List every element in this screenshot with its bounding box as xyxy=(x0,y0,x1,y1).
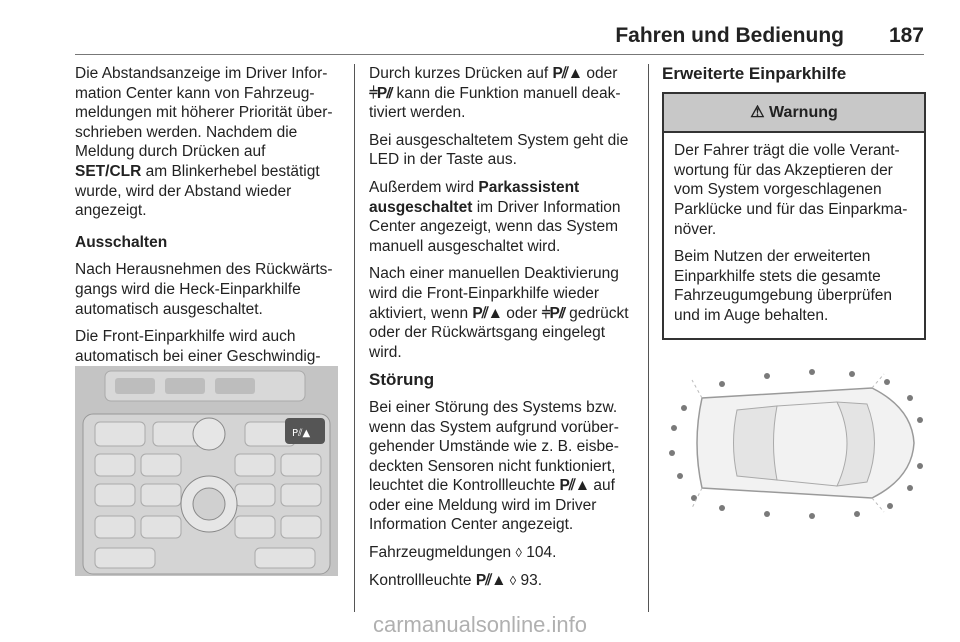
heading-advanced-park-assist: Erweiterte Einparkhilfe xyxy=(662,64,847,83)
park-assist-icon: P⫽▲ xyxy=(475,571,506,589)
header-title: Fahren und Bedienung xyxy=(615,24,844,47)
warning-text-2: Beim Nutzen der erweiterten Einparkhilfe stets die gesamte Fahrzeugumgebung überprüfen und im Auge behalten. xyxy=(674,248,893,324)
paragraph-reverse-off: Nach Herausnehmen des Rückwärts- gangs wird die Heck-Einparkhilfe automatisch ausgeschaltet. xyxy=(75,261,333,318)
paragraph-reactivate: Nach einer manuellen Deaktivierung wird die Front-Einparkhilfe wieder aktiviert, wenn P⫽▲ oder ⫩P⫽ gedrückt oder der Rückwärtsgang eingelegt wird. xyxy=(369,265,629,361)
page-number: 187 xyxy=(888,24,924,47)
park-assist-icon: P⫽▲ xyxy=(472,304,502,322)
heading-stoerung: Störung xyxy=(369,370,435,390)
paragraph-speed-off: Die Front-Einparkhilfe wird auch automatisch bei einer Geschwindig- xyxy=(75,328,321,365)
column-divider-1 xyxy=(354,64,355,612)
warning-box xyxy=(662,92,926,340)
warning-header: ⚠ Warnung xyxy=(664,94,924,134)
paragraph-distance-display: Die Abstandsanzeige im Driver Infor- mation Center kann von Fahrzeug- meldungen mit höherer Priorität über- schrieben werden. Nachdem die Meldung durch Drücken auf SET/CLR am Blinkerhebel bestätigt wurde, wird der Abstand wieder angezeigt. xyxy=(75,65,333,220)
column-divider-2 xyxy=(648,64,649,612)
page-ref-icon: ◊ xyxy=(509,572,517,588)
park-assist-icon: P⫽▲ xyxy=(552,65,583,82)
set-clr-label: SET/CLR xyxy=(75,162,142,180)
park-assist-icon: P⫽▲ xyxy=(559,477,590,495)
column-1 xyxy=(75,64,343,394)
car-top-view-illustration xyxy=(662,358,926,528)
warning-text-1: Der Fahrer trägt die volle Verant- wortung für das Akzeptieren der vom System vorgeschlagenen Parklücke und für das Einparkma- növer. xyxy=(674,142,908,238)
paragraph-fault: Bei einer Störung des Systems bzw. wenn das System aufgrund vorüber- gehender Umstände wie z. B. eisbe- deckten Sensoren nicht funktioniert, leuchtet die Kontrollleuchte P⫽▲ auf oder eine Meldung wird im Driver Information Center angezeigt. xyxy=(369,398,619,534)
column-2 xyxy=(369,64,636,598)
svg-text:P⫽▲: P⫽▲ xyxy=(292,428,311,439)
console-illustration xyxy=(75,366,338,576)
warning-triangle-icon: ⚠ xyxy=(750,103,765,121)
column-3 xyxy=(662,64,926,340)
warning-body xyxy=(664,133,924,337)
header-rule xyxy=(75,54,924,55)
park-assist-front-icon: ⫩P⫽ xyxy=(369,84,393,102)
watermark: carmanualsonline.info xyxy=(372,612,588,637)
reference-control-light[interactable]: Kontrollleuchte P⫽▲ ◊ 93. xyxy=(369,571,543,589)
paragraph-message: Außerdem wird Parkassistent ausgeschaltet im Driver Information Center angezeigt, wenn das System manuell ausgeschaltet wird. xyxy=(369,178,621,255)
console-photo xyxy=(75,366,338,576)
park-assist-front-icon: ⫩P⫽ xyxy=(541,304,565,322)
paragraph-manual-off: Durch kurzes Drücken auf P⫽▲ oder ⫩P⫽ kann die Funktion manuell deak- tiviert werden. xyxy=(369,65,621,122)
page-ref-icon: ◊ xyxy=(515,545,522,561)
subheading-ausschalten: Ausschalten xyxy=(75,233,168,251)
paragraph-led-off: Bei ausgeschaltetem System geht die LED in der Taste aus. xyxy=(369,131,629,169)
reference-vehicle-messages[interactable]: Fahrzeugmeldungen ◊ 104. xyxy=(369,544,557,562)
page-header xyxy=(75,24,924,58)
